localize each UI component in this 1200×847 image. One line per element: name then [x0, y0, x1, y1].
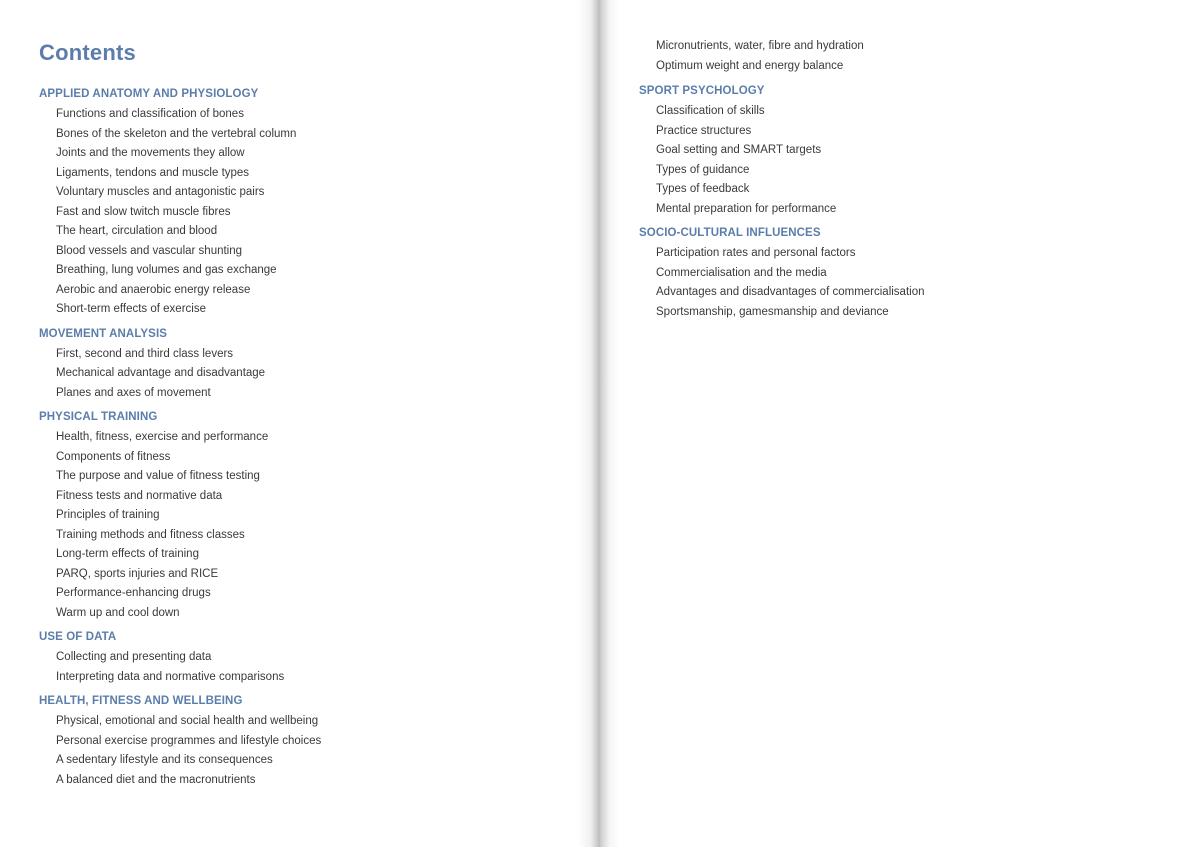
contents-item[interactable]: Blood vessels and vascular shunting [56, 244, 243, 257]
section-item-list [39, 648, 579, 687]
section-heading: HEALTH, FITNESS AND WELLBEING [39, 695, 243, 707]
contents-item[interactable]: Optimum weight and energy balance [656, 59, 844, 72]
section-heading: APPLIED ANATOMY AND PHYSIOLOGY [39, 88, 259, 100]
continued-item-list [639, 37, 1179, 76]
contents-item[interactable]: The heart, circulation and blood [56, 225, 218, 237]
contents-item[interactable]: Mental preparation for performance [656, 202, 837, 215]
contents-section [39, 629, 579, 687]
contents-item[interactable]: Micronutrients, water, fibre and hydration [656, 40, 864, 52]
section-item-list [639, 244, 1179, 322]
contents-item[interactable]: Types of guidance [656, 163, 750, 176]
contents-item[interactable]: Participation rates and personal factors [656, 247, 856, 259]
section-heading: SOCIO-CULTURAL INFLUENCES [639, 227, 821, 239]
contents-item[interactable]: Short-term effects of exercise [56, 303, 206, 315]
section-heading: USE OF DATA [39, 631, 117, 643]
contents-item[interactable]: Mechanical advantage and disadvantage [56, 367, 266, 379]
contents-item[interactable]: First, second and third class levers [56, 347, 234, 360]
contents-item[interactable]: Long-term effects of training [56, 548, 199, 560]
contents-item[interactable]: PARQ, sports injuries and RICE [56, 567, 219, 580]
contents-item[interactable]: A sedentary lifestyle and its consequences [56, 754, 273, 766]
contents-section [639, 83, 1179, 219]
contents-section [639, 225, 1179, 322]
contents-section [39, 326, 579, 404]
contents-section [39, 693, 579, 790]
contents-item[interactable]: Physical, emotional and social health and wellbeing [56, 715, 319, 727]
contents-item[interactable]: Advantages and disadvantages of commercialisation [656, 286, 925, 298]
contents-item[interactable]: Practice structures [656, 124, 752, 137]
contents-item[interactable]: Bones of the skeleton and the vertebral column [56, 127, 297, 140]
contents-item[interactable]: Sportsmanship, gamesmanship and deviance [656, 305, 889, 318]
contents-item[interactable]: Collecting and presenting data [56, 651, 212, 663]
contents-item[interactable]: Warm up and cool down [56, 606, 180, 619]
contents-section [39, 86, 579, 320]
contents-item[interactable]: Performance-enhancing drugs [56, 587, 211, 599]
left-contents-column [39, 86, 579, 796]
right-contents-column [639, 37, 1179, 328]
contents-item[interactable]: Functions and classification of bones [56, 108, 244, 120]
page-title: Contents [39, 40, 136, 65]
book-spine-shadow [578, 0, 620, 847]
contents-item[interactable]: Voluntary muscles and antagonistic pairs [56, 186, 265, 198]
section-item-list [39, 712, 579, 790]
contents-item[interactable]: Personal exercise programmes and lifestyle choices [56, 734, 322, 747]
contents-item[interactable]: Principles of training [56, 509, 160, 521]
contents-item[interactable]: Interpreting data and normative comparisons [56, 670, 285, 683]
contents-item[interactable]: Aerobic and anaerobic energy release [56, 283, 251, 296]
section-item-list [39, 428, 579, 623]
section-item-list [639, 102, 1179, 219]
contents-item[interactable]: The purpose and value of fitness testing [56, 470, 260, 482]
contents-section [39, 409, 579, 623]
contents-item[interactable]: Training methods and fitness classes [56, 528, 245, 541]
contents-item[interactable]: Fitness tests and normative data [56, 489, 223, 502]
contents-item[interactable]: Ligaments, tendons and muscle types [56, 166, 250, 179]
contents-item[interactable]: Joints and the movements they allow [56, 147, 245, 159]
section-item-list [39, 105, 579, 320]
contents-item[interactable]: A balanced diet and the macronutrients [56, 773, 256, 786]
contents-item[interactable]: Planes and axes of movement [56, 386, 211, 399]
contents-item[interactable]: Health, fitness, exercise and performance [56, 431, 269, 443]
section-item-list [39, 345, 579, 404]
contents-item[interactable]: Types of feedback [656, 183, 750, 195]
section-heading: SPORT PSYCHOLOGY [639, 85, 765, 97]
contents-item[interactable]: Commercialisation and the media [656, 266, 827, 279]
section-heading: PHYSICAL TRAINING [39, 411, 158, 423]
contents-item[interactable]: Breathing, lung volumes and gas exchange [56, 264, 277, 276]
contents-item[interactable]: Classification of skills [656, 105, 765, 117]
section-heading: MOVEMENT ANALYSIS [39, 327, 168, 340]
contents-item[interactable]: Goal setting and SMART targets [656, 144, 822, 156]
contents-item[interactable]: Components of fitness [56, 450, 171, 463]
contents-item[interactable]: Fast and slow twitch muscle fibres [56, 205, 231, 218]
